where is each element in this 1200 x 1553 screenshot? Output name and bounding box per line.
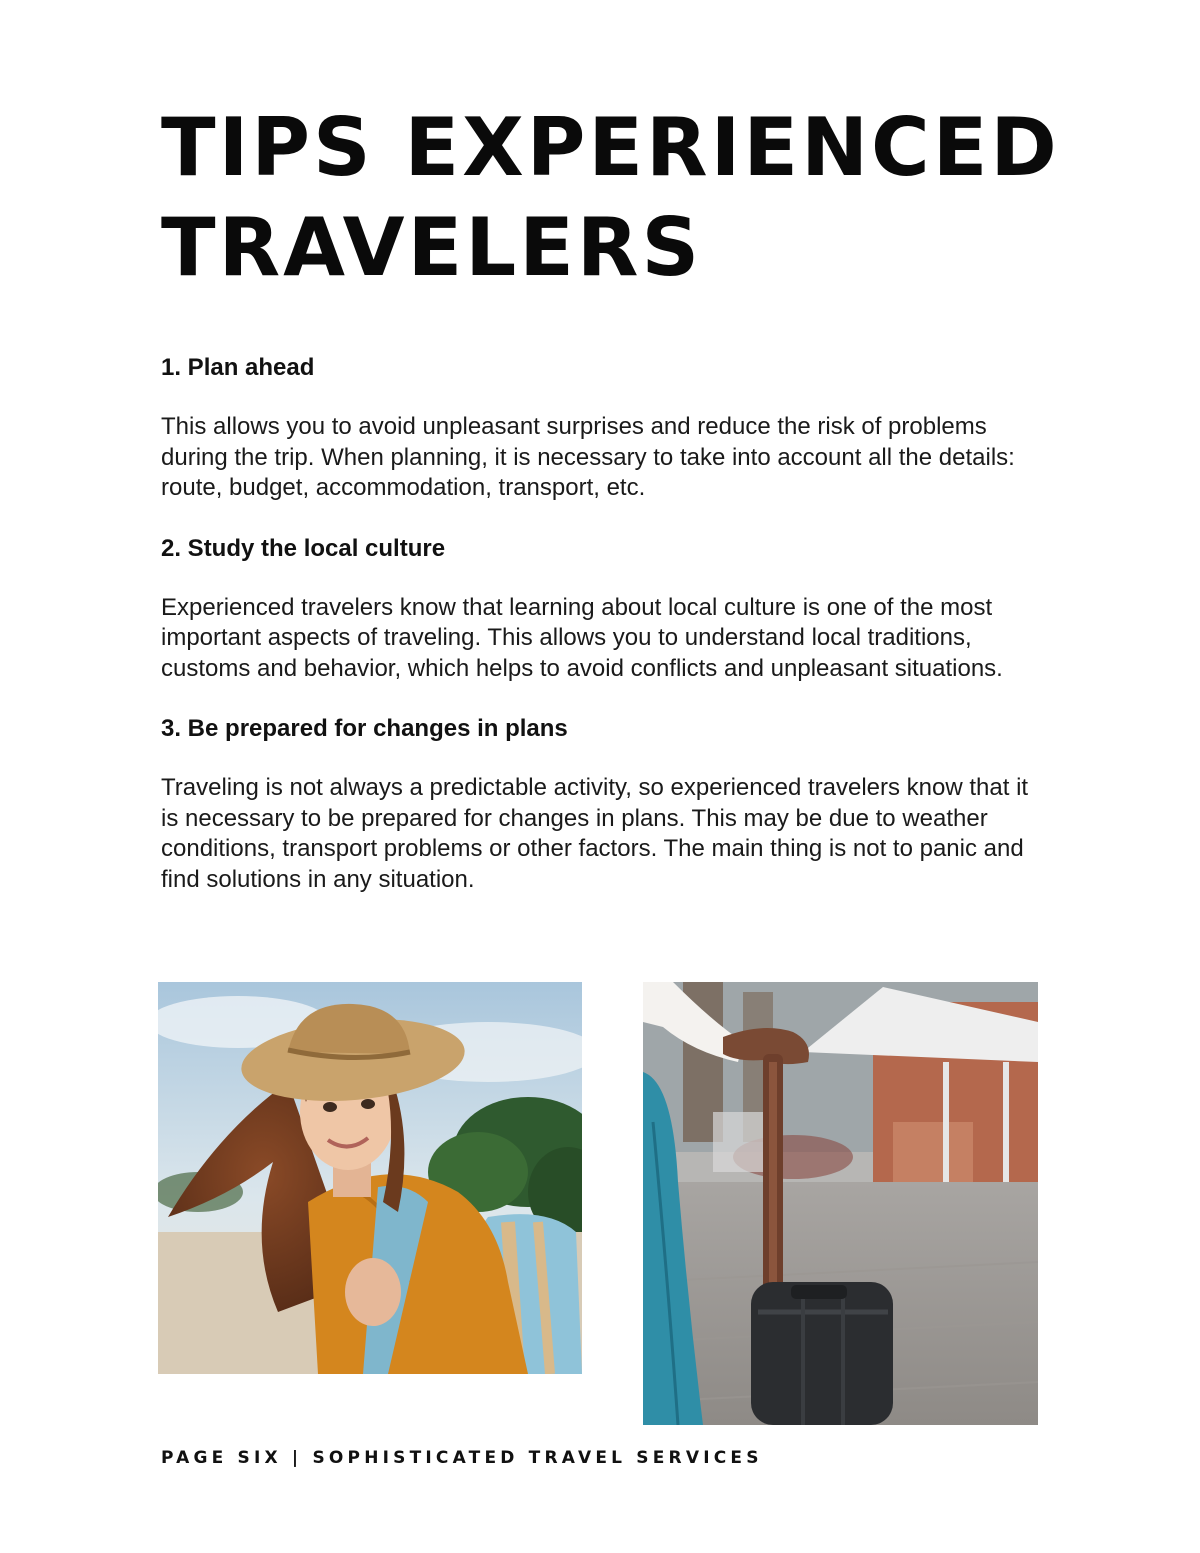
tip-plan-ahead: [161, 350, 1051, 504]
tip-heading: 1. Plan ahead: [161, 354, 315, 381]
tip-body: Experienced travelers know that learning about local culture is one of the most important aspects of traveling. This allows you to understand local traditions, customs and behavior, which helps to avoid conflicts and unpleasant situations.: [161, 593, 1003, 682]
tip-body: This allows you to avoid unpleasant surprises and reduce the risk of problems during the trip. When planning, it is necessary to take into account all the details: route, budget, accommodation, transport, etc.: [161, 413, 1015, 501]
tip-study-local-culture: [161, 531, 1051, 685]
page-footer: PAGE SIX | SOPHISTICATED TRAVEL SERVICES: [161, 1448, 763, 1468]
tip-be-prepared-for-changes: [161, 711, 1051, 895]
tip-heading: 3. Be prepared for changes in plans: [161, 715, 568, 742]
page-title: TIPS EXPERIENCED TRAVELERS: [161, 101, 1060, 294]
tip-heading: 2. Study the local culture: [161, 534, 446, 562]
photo-woman-hat-backpack-icon: [158, 982, 582, 1374]
tip-body: Traveling is not always a predictable activity, so experienced travelers know that it is necessary to be prepared for changes in plans. This may be due to weather conditions, transport problems or other factors. The main thing is not to panic and find solutions in any situation.: [161, 774, 1029, 893]
tips-list: [161, 350, 1051, 922]
photo-suitcase-handle-icon: [643, 982, 1038, 1425]
